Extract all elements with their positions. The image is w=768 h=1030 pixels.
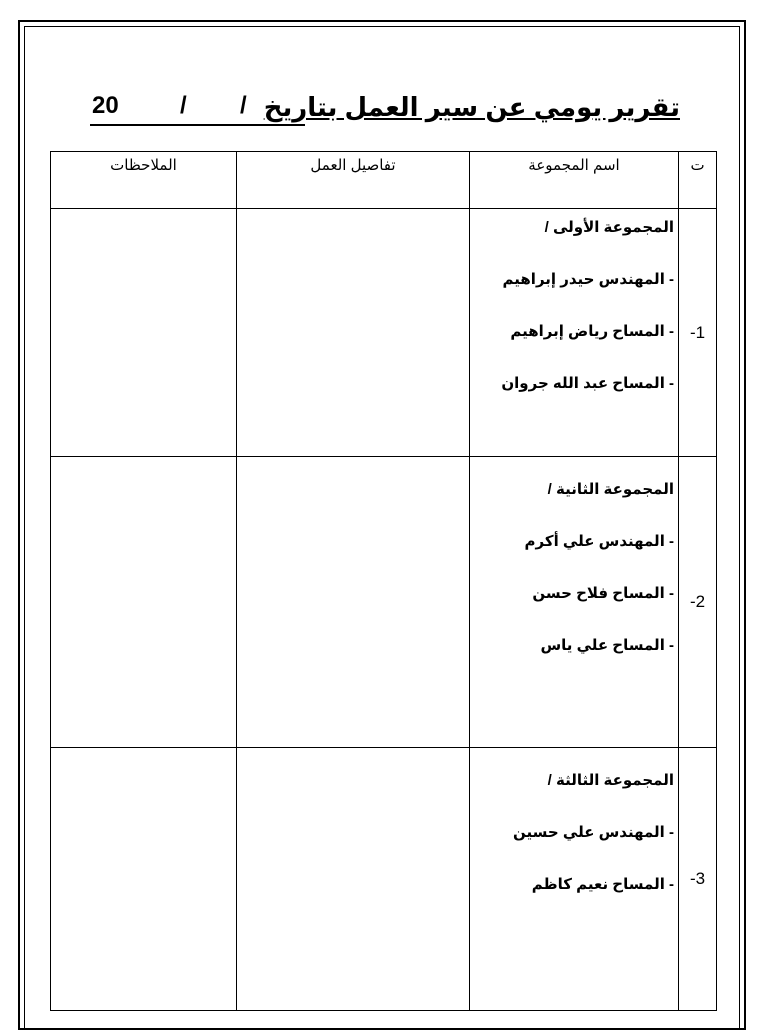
date-field bbox=[90, 92, 305, 126]
report-table bbox=[50, 151, 717, 1011]
header-work-details: تفاصيل العمل bbox=[237, 152, 470, 209]
group-member: - المهندس حيدر إبراهيم bbox=[502, 271, 674, 288]
group-member: - المساح رياض إبراهيم bbox=[510, 323, 674, 340]
table-row bbox=[51, 748, 717, 1011]
row-number: -2 bbox=[679, 457, 717, 748]
group-member: - المهندس علي حسين bbox=[513, 824, 674, 841]
work-details-cell[interactable] bbox=[237, 209, 470, 457]
group-title: المجموعة الثالثة / bbox=[547, 772, 674, 789]
table-row bbox=[51, 209, 717, 457]
group-member: - المساح عبد الله جروان bbox=[501, 375, 674, 392]
row-number: -3 bbox=[679, 748, 717, 1011]
group-cell bbox=[470, 457, 679, 748]
table-header-row bbox=[51, 152, 717, 209]
group-member: - المساح نعيم كاظم bbox=[531, 876, 674, 893]
work-details-cell[interactable] bbox=[237, 748, 470, 1011]
notes-cell[interactable] bbox=[51, 748, 237, 1011]
report-title-row bbox=[90, 92, 680, 132]
table-row bbox=[51, 457, 717, 748]
group-title: المجموعة الثانية / bbox=[547, 481, 674, 498]
date-separator: / bbox=[240, 92, 247, 119]
group-member: - المساح فلاح حسن bbox=[532, 585, 674, 602]
header-notes: الملاحظات bbox=[51, 152, 237, 209]
date-year: 20 bbox=[92, 92, 119, 119]
report-title: تقرير يومي عن سير العمل بتاريخ bbox=[263, 92, 680, 122]
notes-cell[interactable] bbox=[51, 457, 237, 748]
row-number: -1 bbox=[679, 209, 717, 457]
group-member: - المساح علي ياس bbox=[540, 637, 674, 654]
group-member: - المهندس علي أكرم bbox=[524, 533, 674, 550]
notes-cell[interactable] bbox=[51, 209, 237, 457]
group-cell bbox=[470, 748, 679, 1011]
header-group-name: اسم المجموعة bbox=[470, 152, 679, 209]
group-title: المجموعة الأولى / bbox=[544, 219, 674, 236]
work-details-cell[interactable] bbox=[237, 457, 470, 748]
header-number: ت bbox=[679, 152, 717, 209]
group-cell bbox=[470, 209, 679, 457]
date-separator: / bbox=[180, 92, 187, 119]
